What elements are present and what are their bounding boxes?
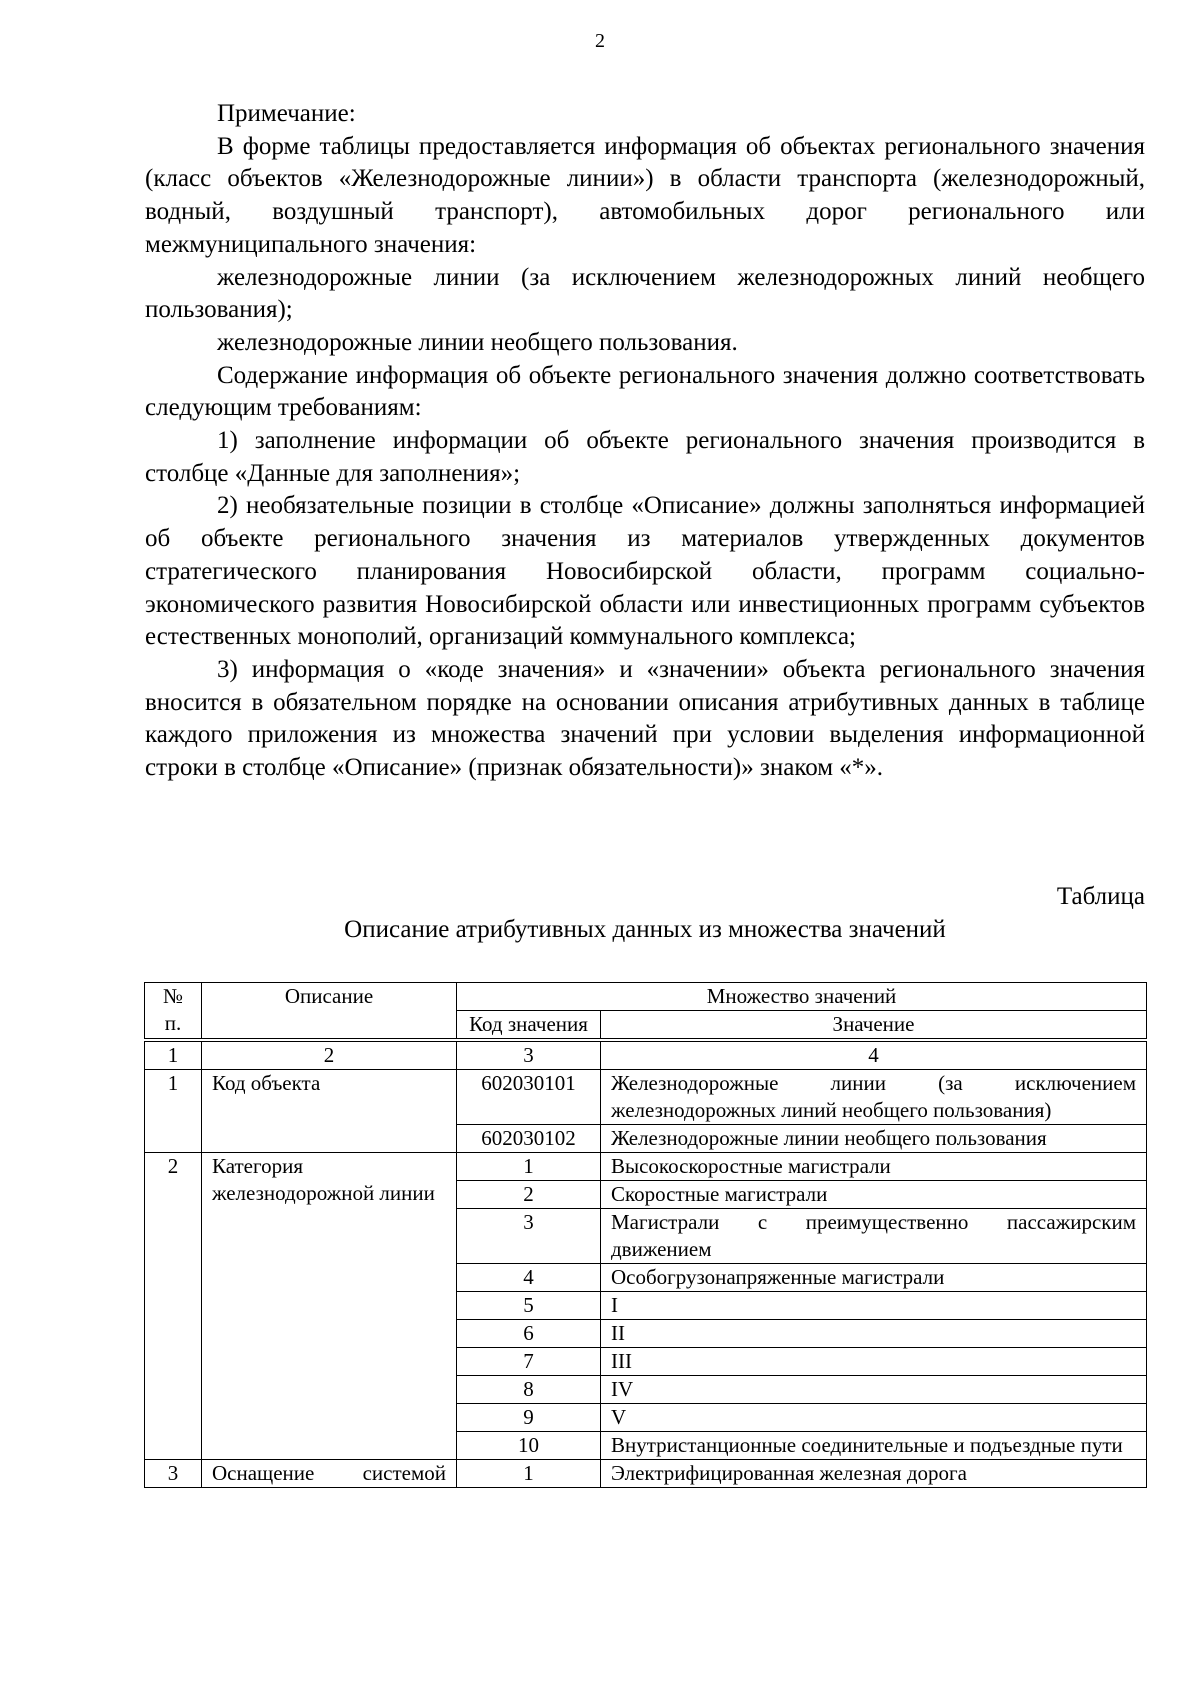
value-text: IV: [601, 1376, 1147, 1404]
value-text: Магистрали с преимущественно пассажирским движением: [601, 1209, 1147, 1264]
row-description: Категория железнодорожной линии: [202, 1153, 457, 1460]
value-text: Особогрузонапряженные магистрали: [601, 1264, 1147, 1292]
table-row: [145, 1460, 1147, 1488]
value-text: Скоростные магистрали: [601, 1181, 1147, 1209]
value-code: 602030102: [457, 1125, 601, 1153]
note-section: [145, 98, 1145, 785]
page-number: 2: [595, 30, 605, 52]
note-heading: Примечание:: [217, 100, 356, 127]
value-text: Высокоскоростные магистрали: [601, 1153, 1147, 1181]
table-row: [145, 1153, 1147, 1181]
value-code: 4: [457, 1264, 601, 1292]
column-number: 4: [601, 1040, 1147, 1070]
header-description: Описание: [202, 983, 457, 1041]
header-value: Значение: [601, 1011, 1147, 1041]
value-code: 5: [457, 1292, 601, 1320]
value-text: Внутристанционные соединительные и подъездные пути: [601, 1432, 1147, 1460]
row-number: 2: [145, 1153, 202, 1460]
value-code: 3: [457, 1209, 601, 1264]
attribute-table: [144, 982, 1147, 1488]
note-paragraph: железнодорожные линии (за исключением железнодорожных линий необщего пользования);: [145, 263, 1145, 324]
value-code: 2: [457, 1181, 601, 1209]
row-description: Код объекта: [202, 1070, 457, 1153]
value-code: 9: [457, 1404, 601, 1432]
value-code: 1: [457, 1460, 601, 1488]
value-code: 602030101: [457, 1070, 601, 1125]
column-number: 1: [145, 1040, 202, 1070]
header-num: № п.: [145, 983, 202, 1041]
note-paragraph: Содержание информация об объекте регионального значения должно соответствовать следующим требованиям:: [145, 361, 1145, 422]
note-paragraph: 2) необязательные позиции в столбце «Описание» должны заполняться информацией об объекте регионального значения из материалов утвержденных документов стратегического планирования Новосибирской области, программ социально-экономического развития Новосибирской области или инвестиционных программ субъектов естественных монополий, организаций коммунального комплекса;: [145, 492, 1145, 651]
table-label: Таблица: [1056, 883, 1145, 910]
value-code: 7: [457, 1348, 601, 1376]
note-paragraph: В форме таблицы предоставляется информация об объектах регионального значения (класс объектов «Железнодорожные линии») в области транспорта (железнодорожный, водный, воздушный транспорт), автомобильных дорог регионального или межмуниципального значения:: [145, 132, 1145, 258]
value-text: Железнодорожные линии необщего пользования: [601, 1125, 1147, 1153]
row-description: Оснащение системой: [202, 1460, 457, 1488]
value-text: Железнодорожные линии (за исключением железнодорожных линий необщего пользования): [601, 1070, 1147, 1125]
header-value-set: Множество значений: [457, 983, 1147, 1011]
value-text: III: [601, 1348, 1147, 1376]
value-code: 6: [457, 1320, 601, 1348]
column-number: 3: [457, 1040, 601, 1070]
note-paragraph: 1) заполнение информации об объекте регионального значения производится в столбце «Данные для заполнения»;: [145, 427, 1145, 487]
note-paragraph: 3) информация о «коде значения» и «значении» объекта регионального значения вносится в обязательном порядке на основании описания атрибутивных данных в таблице каждого приложения из множества значений при условии выделения информационной строки в столбце «Описание» (признак обязательности)» знаком «*».: [145, 655, 1145, 782]
value-code: 10: [457, 1432, 601, 1460]
table-row: [145, 1070, 1147, 1125]
value-text: Электрифицированная железная дорога: [601, 1460, 1147, 1488]
header-code: Код значения: [457, 1011, 601, 1041]
value-text: I: [601, 1292, 1147, 1320]
row-number: 1: [145, 1070, 202, 1153]
row-number: 3: [145, 1460, 202, 1488]
column-number: 2: [202, 1040, 457, 1070]
value-code: 8: [457, 1376, 601, 1404]
value-text: V: [601, 1404, 1147, 1432]
table-title: Описание атрибутивных данных из множества значений: [344, 916, 946, 943]
value-text: II: [601, 1320, 1147, 1348]
note-paragraph: железнодорожные линии необщего пользования.: [217, 328, 738, 356]
value-code: 1: [457, 1153, 601, 1181]
